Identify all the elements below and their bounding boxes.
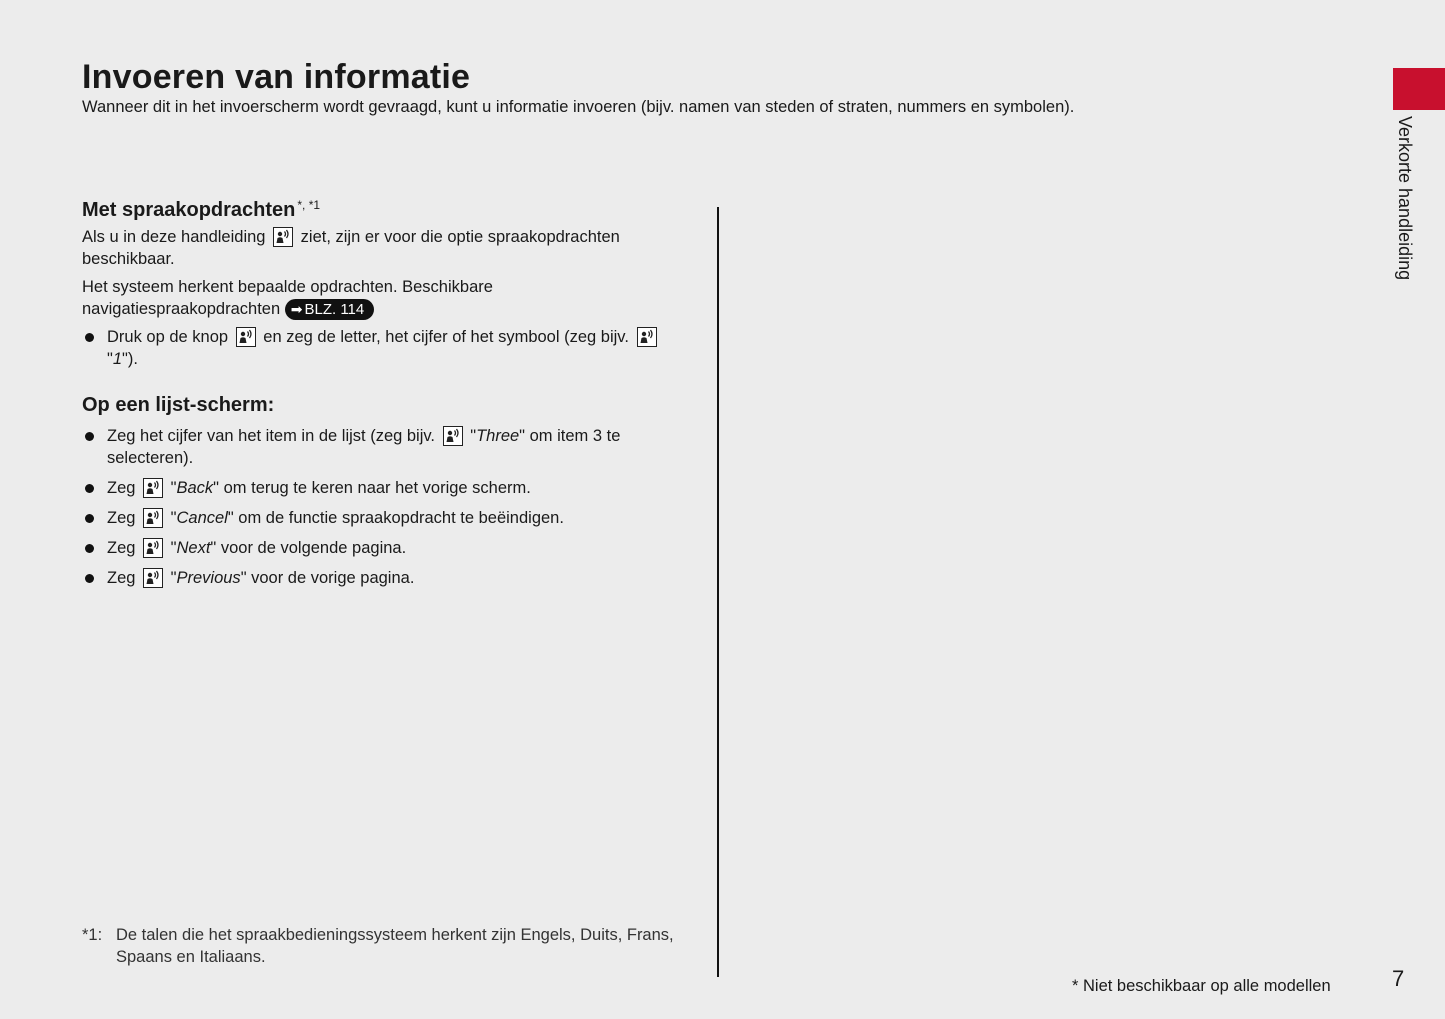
item-command: Three: [476, 427, 520, 445]
section-tab-label: Verkorte handleiding: [1395, 116, 1415, 281]
bullet1-example: 1: [112, 350, 123, 368]
voice-para-2: [82, 276, 692, 320]
voice-heading-marks: *, *1: [297, 198, 321, 212]
list-section-heading: Op een lijst-scherm:: [82, 394, 275, 416]
item-after: " om terug te keren naar het vorige scherm.: [213, 479, 531, 497]
item-command: Previous: [176, 569, 241, 587]
bullet1-middle: en zeg de letter, het cijfer of het symbool (zeg bijv.: [263, 328, 629, 346]
talk-button-icon: [143, 478, 163, 498]
footnote: [82, 924, 692, 968]
item-after: " om de functie spraakopdracht te beëindigen.: [227, 509, 564, 527]
availability-note: * Niet beschikbaar op alle modellen: [1072, 977, 1331, 995]
page-number: 7: [1392, 966, 1405, 991]
page-reference-label: BLZ. 114: [304, 301, 365, 318]
bullet1-end: ").: [122, 350, 138, 368]
left-column: [82, 198, 692, 597]
list-item: [82, 425, 692, 469]
talk-button-icon: [273, 227, 293, 247]
column-divider: [717, 207, 719, 977]
voice-heading-text: Met spraakopdrachten: [82, 199, 296, 221]
voice-bullets: [82, 326, 692, 370]
page-reference-link[interactable]: [285, 299, 375, 320]
item-quote-open: ": [170, 569, 177, 587]
item-before: Zeg: [107, 569, 136, 587]
item-before: Zeg het cijfer van het item in de lijst (zeg bijv.: [107, 427, 436, 445]
list-item: [82, 326, 692, 370]
talk-button-icon: [143, 538, 163, 558]
page-intro: Wanneer dit in het invoerscherm wordt gevraagd, kunt u informatie invoeren (bijv. namen van steden of straten, nummers en symbolen).: [82, 98, 1075, 116]
voice-para2-text: Het systeem herkent bepaalde opdrachten. Beschikbare navigatiespraakopdrachten: [82, 278, 493, 318]
item-before: Zeg: [107, 479, 136, 497]
item-command: Cancel: [176, 509, 228, 527]
voice-para1-after: ziet, zijn er voor die optie spraakopdrachten beschikbaar.: [82, 228, 620, 268]
item-command: Back: [176, 479, 214, 497]
item-after: " voor de volgende pagina.: [210, 539, 407, 557]
bullet1-quote-open: ": [107, 350, 113, 368]
talk-button-icon: [637, 327, 657, 347]
bullet1-before: Druk op de knop: [107, 328, 229, 346]
talk-button-icon: [236, 327, 256, 347]
page-title: Invoeren van informatie: [82, 58, 471, 96]
item-after: " voor de vorige pagina.: [240, 569, 415, 587]
item-quote-open: ": [170, 539, 177, 557]
arrow-right-icon: ➡: [290, 301, 303, 317]
item-before: Zeg: [107, 509, 136, 527]
talk-button-icon: [143, 508, 163, 528]
section-tab: [1393, 68, 1445, 110]
item-quote-open: ": [170, 509, 177, 527]
list-item: [82, 537, 692, 559]
voice-para1-before: Als u in deze handleiding: [82, 228, 266, 246]
item-quote-open: ": [470, 427, 477, 445]
footnote-text: De talen die het spraakbedieningssysteem herkent zijn Engels, Duits, Frans, Spaans en Italiaans.: [116, 926, 674, 966]
footnote-mark: *1:: [82, 926, 103, 944]
item-after: " om item 3 te selecteren).: [107, 427, 621, 467]
talk-button-icon: [143, 568, 163, 588]
item-command: Next: [176, 539, 211, 557]
voice-para-1: [82, 226, 692, 270]
list-section: [82, 394, 692, 589]
talk-button-icon: [443, 426, 463, 446]
list-bullets: [82, 425, 692, 589]
list-item: [82, 477, 692, 499]
voice-section-heading: [82, 198, 692, 222]
list-item: [82, 567, 692, 589]
item-quote-open: ": [170, 479, 177, 497]
item-before: Zeg: [107, 539, 136, 557]
list-item: [82, 507, 692, 529]
